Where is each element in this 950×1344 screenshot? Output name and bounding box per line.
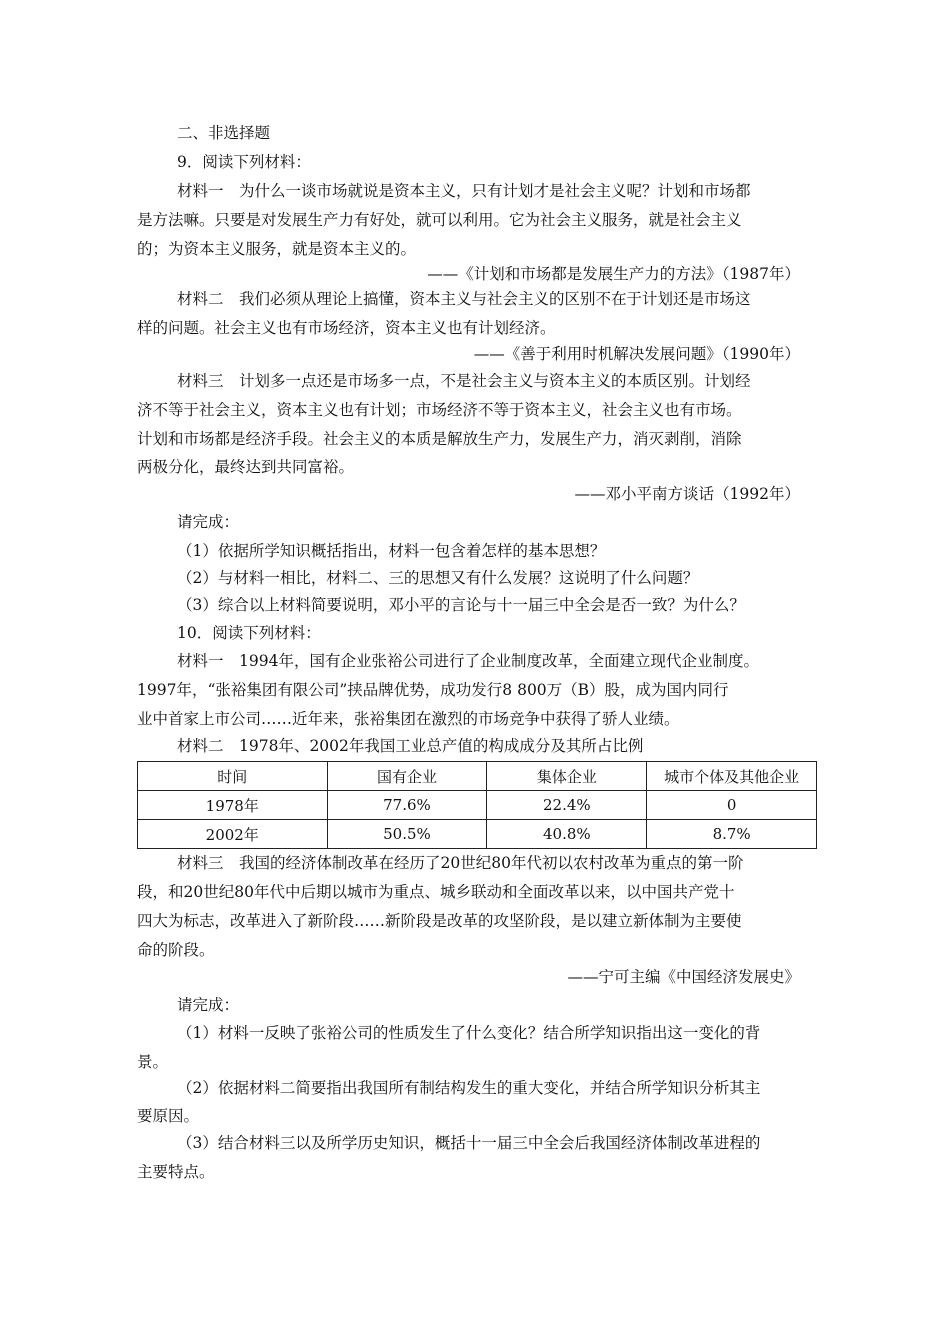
industrial-output-table [137, 761, 817, 849]
q9-material1-source: ——《计划和市场都是发展生产力的方法》（1987年） [427, 265, 800, 283]
table-cell: 8.7% [647, 820, 817, 849]
q10-question2-line2: 要原因。 [137, 1107, 200, 1125]
q9-material3-line2: 济不等于社会主义，资本主义也有计划；市场经济不等于资本主义，社会主义也有市场。 [137, 401, 742, 419]
q10-material1-line2: 1997年，“张裕集团有限公司”挟品牌优势，成功发行8 800万（B）股，成为国内同行 [137, 681, 729, 699]
q10-question1-line1: （1）材料一反映了张裕公司的性质发生了什么变化？结合所学知识指出这一变化的背 [177, 1024, 761, 1042]
q10-material3-source: ——宁可主编《中国经济发展史》 [567, 968, 800, 986]
q10-material3-line3: 四大为标志，改革进入了新阶段……新阶段是改革的攻坚阶段，是以建立新体制为主要使 [137, 912, 742, 930]
table-cell: 2002年 [138, 820, 328, 849]
table-cell: 1978年 [138, 791, 328, 820]
q10-question1-line2: 景。 [137, 1053, 169, 1071]
table-cell: 40.8% [487, 820, 647, 849]
q9-material2-source: ——《善于利用时机解决发展问题》（1990年） [473, 345, 800, 363]
q10-prompt: 请完成： [177, 996, 240, 1014]
q10-material2-title: 材料二 1978年、2002年我国工业总产值的构成成分及其所占比例 [177, 737, 644, 755]
q9-material3-line4: 两极分化，最终达到共同富裕。 [137, 458, 355, 476]
q10-question2-line1: （2）依据材料二简要指出我国所有制结构发生的重大变化，并结合所学知识分析其主 [177, 1079, 761, 1097]
table-header-cell: 时间 [138, 762, 328, 791]
q9-material1-line3: 的；为资本主义服务，就是资本主义的。 [137, 240, 417, 258]
q9-material1-line2: 是方法嘛。只要是对发展生产力有好处，就可以利用。它为社会主义服务，就是社会主义 [137, 211, 742, 229]
q9-material3-line3: 计划和市场都是经济手段。社会主义的本质是解放生产力，发展生产力，消灭剥削，消除 [137, 430, 742, 448]
table-header-cell: 集体企业 [487, 762, 647, 791]
q9-material1-line1: 材料一 为什么一谈市场就说是资本主义，只有计划才是社会主义呢？计划和市场都 [177, 182, 751, 200]
q10-question3-line1: （3）结合材料三以及所学历史知识，概括十一届三中全会后我国经济体制改革进程的 [177, 1134, 761, 1152]
q10-material3-line1: 材料三 我国的经济体制改革在经历了20世纪80年代初以农村改革为重点的第一阶 [177, 854, 744, 872]
q10-material3-line4: 命的阶段。 [137, 941, 215, 959]
table-header-cell: 国有企业 [327, 762, 487, 791]
q9-material2-line2: 样的问题。社会主义也有市场经济，资本主义也有计划经济。 [137, 319, 556, 337]
table-row [138, 791, 817, 820]
table-cell: 50.5% [327, 820, 487, 849]
q10-question3-line2: 主要特点。 [137, 1163, 215, 1181]
section-heading: 二、非选择题 [177, 124, 271, 142]
q10-material3-line2: 段，和20世纪80年代中后期以城市为重点、城乡联动和全面改革以来，以中国共产党十 [137, 883, 735, 901]
q9-prompt: 请完成： [177, 513, 240, 531]
q9-question2: （2）与材料一相比，材料二、三的思想又有什么发展？这说明了什么问题？ [177, 569, 699, 587]
q9-material3-source: ——邓小平南方谈话（1992年） [574, 485, 800, 503]
q9-intro: 9．阅读下列材料： [177, 153, 311, 171]
table-row [138, 820, 817, 849]
q10-material1-line3: 业中首家上市公司……近年来，张裕集团在激烈的市场竞争中获得了骄人业绩。 [137, 710, 680, 728]
q9-material3-line1: 材料三 计划多一点还是市场多一点，不是社会主义与资本主义的本质区别。计划经 [177, 372, 751, 390]
table-cell: 77.6% [327, 791, 487, 820]
q9-question1: （1）依据所学知识概括指出，材料一包含着怎样的基本思想？ [177, 542, 606, 560]
q10-material1-line1: 材料一 1994年，国有企业张裕公司进行了企业制度改革，全面建立现代企业制度。 [177, 652, 759, 670]
q9-question3: （3）综合以上材料简要说明，邓小平的言论与十一届三中全会是否一致？为什么？ [177, 596, 745, 614]
table-cell: 22.4% [487, 791, 647, 820]
q9-material2-line1: 材料二 我们必须从理论上搞懂，资本主义与社会主义的区别不在于计划还是市场这 [177, 290, 751, 308]
q10-intro: 10．阅读下列材料： [177, 624, 321, 642]
table-cell: 0 [647, 791, 817, 820]
table-header-cell: 城市个体及其他企业 [647, 762, 817, 791]
table-header-row [138, 762, 817, 791]
